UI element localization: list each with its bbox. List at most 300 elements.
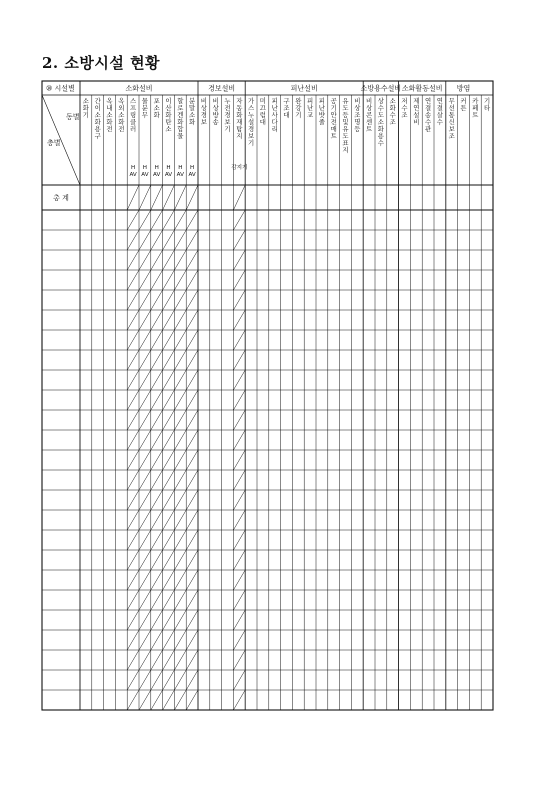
cell-slash [233, 470, 245, 490]
column-header-char: 선 [448, 104, 455, 112]
column-header-char: 화 [377, 125, 384, 133]
column-header-char: 수 [436, 118, 443, 126]
column-header-char: 옥 [106, 97, 113, 105]
column-header-char: 완 [295, 97, 302, 105]
column-header-char: 이 [165, 97, 172, 105]
cell-slash [127, 510, 139, 530]
column-header-char: 분 [141, 104, 148, 112]
cell-slash [139, 630, 151, 650]
column-header-char: 화 [153, 111, 160, 119]
cell-slash [233, 185, 245, 210]
column-header-char: 소 [94, 111, 101, 119]
column-header-char: 결 [425, 104, 432, 112]
cell-slash [127, 570, 139, 590]
group-header-0: 소화설비 [125, 84, 153, 93]
column-header-char: 트 [330, 132, 337, 140]
column-header-char: 상 [354, 104, 361, 112]
column-header-char: 제 [413, 97, 420, 105]
cell-slash [163, 490, 175, 510]
cell-slash [151, 350, 163, 370]
cell-slash [163, 590, 175, 610]
column-header-char: 줄 [318, 118, 325, 126]
cell-slash [127, 330, 139, 350]
cell-slash [174, 490, 186, 510]
cell-slash [163, 690, 175, 710]
cell-slash [127, 650, 139, 670]
cell-slash [174, 670, 186, 690]
column-header-char: 공 [330, 97, 337, 105]
column-header-char: 스 [248, 104, 255, 112]
column-header-char: 탄 [165, 118, 172, 126]
cell-slash [186, 330, 198, 350]
group-header-4: 소화활동설비 [401, 84, 443, 93]
column-header-char: 유 [342, 125, 349, 133]
column-header-char: 지 [236, 132, 243, 140]
cell-slash [163, 310, 175, 330]
column-header-char: 난 [271, 104, 278, 112]
cell-slash [233, 250, 245, 270]
cell-slash [139, 370, 151, 390]
column-header-char: 안 [330, 111, 337, 119]
cell-slash [151, 390, 163, 410]
column-header-char: 대 [283, 111, 290, 119]
cell-slash [174, 290, 186, 310]
cell-slash [233, 610, 245, 630]
page-title: 2. 소방시설 현황 [42, 54, 161, 72]
cell-slash [127, 610, 139, 630]
cell-slash [163, 185, 175, 210]
cell-slash [233, 290, 245, 310]
column-header-char: 분 [189, 97, 196, 105]
column-header-char: 기 [330, 104, 337, 112]
column-header-char: 수 [377, 104, 384, 112]
cell-slash [186, 670, 198, 690]
column-header-char: 상 [377, 97, 384, 105]
column-header-char: 수 [401, 104, 408, 112]
column-header-char: 이 [94, 104, 101, 112]
column-header-char: 동 [236, 104, 243, 112]
cell-slash [163, 270, 175, 290]
cell-slash [139, 290, 151, 310]
cell-slash [163, 510, 175, 530]
cell-slash [151, 590, 163, 610]
cell-slash [127, 410, 139, 430]
cell-slash [163, 330, 175, 350]
column-header-char: 대 [259, 118, 266, 126]
cell-slash [151, 530, 163, 550]
column-header-char: 경 [200, 111, 207, 119]
cell-slash [186, 250, 198, 270]
cell-slash [163, 470, 175, 490]
cell-slash [127, 390, 139, 410]
column-header-char: 무 [448, 97, 455, 105]
corner-row-label: 동별 [66, 113, 80, 121]
cell-slash [127, 290, 139, 310]
cell-slash [151, 310, 163, 330]
column-header-char: 등 [354, 125, 361, 133]
column-header-char: 상 [212, 104, 219, 112]
cell-slash [139, 490, 151, 510]
column-header-char: 상 [366, 104, 373, 112]
group-header-3: 소방용수설비 [360, 84, 402, 93]
column-header-char: 화 [389, 104, 396, 112]
column-header-char: 연 [413, 104, 420, 112]
cell-slash [174, 510, 186, 530]
column-header-char: 외 [118, 104, 125, 112]
column-unit-marker: 감지기 [231, 165, 248, 171]
cell-slash [139, 570, 151, 590]
cell-slash [186, 490, 198, 510]
column-unit-marker: H [142, 165, 148, 171]
cell-slash [233, 630, 245, 650]
cell-slash [186, 350, 198, 370]
cell-slash [233, 270, 245, 290]
cell-slash [151, 270, 163, 290]
column-header-char: 매 [330, 125, 337, 133]
column-header-char: 스 [130, 97, 137, 105]
cell-slash [139, 210, 151, 230]
column-header-char: 보 [248, 132, 255, 140]
cell-slash [163, 550, 175, 570]
column-header-char: 교 [307, 111, 314, 119]
cell-slash [139, 250, 151, 270]
cell-slash [139, 690, 151, 710]
cell-slash [174, 530, 186, 550]
column-header-char: 재 [236, 118, 243, 126]
column-unit-marker: H [178, 165, 183, 171]
cell-slash [127, 530, 139, 550]
column-header-char: 저 [401, 97, 408, 105]
cell-slash [174, 185, 186, 210]
total-row-label: 총 계 [53, 194, 69, 202]
cell-slash [174, 210, 186, 230]
column-header-char: 미 [259, 97, 266, 105]
column-header-char: 소 [377, 118, 384, 126]
column-header-char: 러 [130, 125, 137, 133]
cell-slash [163, 670, 175, 690]
cell-slash [151, 570, 163, 590]
cell-slash [233, 350, 245, 370]
column-header-char: 신 [448, 118, 455, 126]
column-header-char: 기 [82, 111, 89, 119]
column-unit-marker: H [130, 165, 136, 171]
cell-slash [139, 310, 151, 330]
column-header-char: 전 [224, 104, 231, 112]
cell-slash [163, 290, 175, 310]
column-header-char: 소 [118, 111, 125, 119]
cell-slash [151, 370, 163, 390]
column-header-char: 용 [377, 132, 384, 140]
column-header-char: 럼 [259, 111, 266, 119]
cell-slash [186, 590, 198, 610]
cell-slash [163, 350, 175, 370]
cell-slash [163, 230, 175, 250]
group-header-5: 방염 [456, 84, 471, 93]
cell-slash [174, 330, 186, 350]
column-header-char: 경 [248, 125, 255, 133]
cell-slash [163, 570, 175, 590]
cell-slash [233, 330, 245, 350]
column-header-char: 조 [401, 111, 408, 119]
cell-slash [174, 550, 186, 570]
column-header-char: 말 [189, 104, 196, 112]
cell-slash [127, 690, 139, 710]
column-header-char: 겐 [177, 111, 184, 119]
column-header-char: 방 [212, 111, 219, 119]
cell-slash [163, 410, 175, 430]
column-header-char: 강 [295, 104, 302, 112]
column-header-char: 할 [177, 97, 184, 105]
column-header-char: 결 [436, 104, 443, 112]
cell-slash [233, 530, 245, 550]
table-grid [42, 81, 493, 710]
corner-header-label: ⑩ 시설별 [46, 84, 75, 93]
column-header-char: 밧 [318, 111, 325, 119]
cell-slash [186, 630, 198, 650]
cell-slash [233, 390, 245, 410]
cell-slash [127, 590, 139, 610]
cell-slash [139, 590, 151, 610]
column-header-char: 살 [436, 111, 443, 119]
cell-slash [127, 670, 139, 690]
cell-slash [233, 410, 245, 430]
column-header-char: 도 [342, 104, 349, 112]
cell-slash [186, 690, 198, 710]
cell-slash [174, 450, 186, 470]
cell-slash [127, 230, 139, 250]
cell-slash [151, 690, 163, 710]
column-header-char: 용 [94, 125, 101, 133]
column-header-char: 화 [82, 104, 89, 112]
column-header-char: 조 [354, 111, 361, 119]
cell-slash [151, 330, 163, 350]
column-header-char: 무 [141, 111, 148, 119]
column-header-char: 피 [271, 97, 278, 105]
cell-slash [186, 570, 198, 590]
cell-slash [163, 610, 175, 630]
column-header-char: 소 [389, 97, 396, 105]
corner-col-label: 층별 [47, 139, 61, 147]
cell-slash [139, 510, 151, 530]
column-header-char: 소 [153, 104, 160, 112]
cell-slash [163, 210, 175, 230]
cell-slash [151, 210, 163, 230]
column-header-char: 구 [94, 132, 101, 140]
cell-slash [186, 230, 198, 250]
column-header-char: 타 [484, 104, 491, 112]
column-header-char: 자 [236, 97, 243, 105]
cell-slash [174, 370, 186, 390]
column-header-char: 탐 [236, 125, 243, 133]
column-header-char: 사 [271, 111, 278, 119]
cell-slash [233, 450, 245, 470]
column-header-char: 화 [236, 111, 243, 119]
cell-slash [151, 230, 163, 250]
column-header-char: 트 [366, 125, 373, 133]
column-header-char: 내 [106, 104, 113, 112]
column-header-char: 트 [472, 111, 479, 119]
column-header-char: 화 [94, 118, 101, 126]
cell-slash [233, 590, 245, 610]
column-header-char: 물 [141, 97, 148, 105]
column-header-char: 명 [354, 118, 361, 126]
column-unit-marker: AV [176, 172, 184, 178]
cell-slash [127, 310, 139, 330]
cell-slash [233, 210, 245, 230]
cell-slash [233, 370, 245, 390]
cell-slash [163, 630, 175, 650]
cell-slash [174, 250, 186, 270]
cell-slash [139, 550, 151, 570]
cell-slash [163, 530, 175, 550]
cell-slash [151, 650, 163, 670]
cell-slash [151, 670, 163, 690]
column-header-char: 연 [436, 97, 443, 105]
cell-slash [233, 570, 245, 590]
cell-slash [233, 430, 245, 450]
column-header-char: 수 [377, 139, 384, 147]
column-header-char: 끄 [259, 104, 266, 112]
column-header-char: 소 [165, 125, 172, 133]
cell-slash [127, 270, 139, 290]
cell-slash [127, 490, 139, 510]
column-header-char: 조 [389, 118, 396, 126]
column-header-char: 화 [106, 118, 113, 126]
cell-slash [186, 610, 198, 630]
cell-slash [233, 650, 245, 670]
cell-slash [163, 370, 175, 390]
cell-slash [139, 470, 151, 490]
column-unit-marker: AV [141, 172, 149, 178]
cell-slash [186, 450, 198, 470]
column-header-char: 물 [177, 132, 184, 140]
cell-slash [163, 450, 175, 470]
cell-slash [127, 450, 139, 470]
column-header-char: 기 [224, 125, 231, 133]
column-header-char: 화 [189, 118, 196, 126]
cell-slash [186, 510, 198, 530]
column-header-char: 설 [248, 118, 255, 126]
cell-slash [127, 210, 139, 230]
cell-slash [233, 550, 245, 570]
column-header-char: 보 [200, 118, 207, 126]
cell-slash [127, 470, 139, 490]
cell-slash [127, 370, 139, 390]
column-header-char: 구 [283, 97, 290, 105]
column-header-char: 수 [389, 111, 396, 119]
column-header-char: 기 [484, 97, 491, 105]
column-header-char: 전 [118, 125, 125, 133]
table-border [42, 81, 493, 710]
cell-slash [186, 550, 198, 570]
cell-slash [186, 430, 198, 450]
cell-slash [151, 610, 163, 630]
column-header-char: 소 [82, 97, 89, 105]
cell-slash [186, 270, 198, 290]
column-header-char: 비 [354, 97, 361, 105]
column-header-char: 산 [165, 104, 172, 112]
cell-slash [186, 370, 198, 390]
column-header-char: 비 [212, 97, 219, 105]
cell-slash [151, 185, 163, 210]
column-header-char: 클 [130, 118, 137, 126]
column-header-char: 화 [118, 118, 125, 126]
column-header-char: 화 [177, 118, 184, 126]
cell-slash [151, 450, 163, 470]
cell-slash [186, 410, 198, 430]
column-header-char: 소 [106, 111, 113, 119]
cell-slash [174, 650, 186, 670]
cell-slash [186, 530, 198, 550]
column-header-char: 설 [413, 111, 420, 119]
column-header-char: 조 [448, 132, 455, 140]
column-header-char: 등 [342, 111, 349, 119]
column-header-char: 프 [130, 104, 137, 112]
cell-slash [174, 230, 186, 250]
cell-slash [151, 550, 163, 570]
cell-slash [139, 185, 151, 210]
cell-slash [151, 410, 163, 430]
cell-slash [233, 230, 245, 250]
cell-slash [233, 490, 245, 510]
cell-slash [139, 530, 151, 550]
cell-slash [174, 270, 186, 290]
cell-slash [139, 670, 151, 690]
cell-slash [139, 450, 151, 470]
cell-slash [139, 350, 151, 370]
column-header-char: 리 [271, 125, 278, 133]
column-header-char: 송 [425, 111, 432, 119]
column-header-char: 커 [460, 97, 467, 105]
column-header-char: 상 [200, 104, 207, 112]
cell-slash [174, 350, 186, 370]
cell-slash [127, 550, 139, 570]
cell-slash [233, 310, 245, 330]
cell-slash [186, 650, 198, 670]
column-header-char: 비 [413, 118, 420, 126]
cell-slash [174, 430, 186, 450]
cell-slash [163, 430, 175, 450]
column-header-char: 링 [130, 111, 137, 119]
column-header-char: 센 [366, 118, 373, 126]
cell-slash [163, 250, 175, 270]
column-unit-marker: H [154, 165, 159, 171]
cell-slash [174, 570, 186, 590]
column-header-char: 유 [342, 97, 349, 105]
column-header-char: 비 [200, 97, 207, 105]
column-header-char: 통 [448, 111, 455, 119]
column-header-char: 피 [307, 97, 314, 105]
cell-slash [151, 250, 163, 270]
column-unit-marker: H [166, 165, 171, 171]
column-header-char: 송 [212, 118, 219, 126]
cell-slash [163, 390, 175, 410]
column-header-char: 난 [307, 104, 314, 112]
cell-slash [139, 430, 151, 450]
column-unit-marker: AV [153, 172, 161, 178]
cell-slash [174, 310, 186, 330]
column-header-char: 피 [318, 97, 325, 105]
cell-slash [174, 610, 186, 630]
cell-slash [139, 270, 151, 290]
column-header-char: 가 [248, 97, 255, 105]
cell-slash [139, 390, 151, 410]
column-header-char: 경 [224, 111, 231, 119]
column-header-char: 누 [248, 111, 255, 119]
column-header-char: 옥 [118, 97, 125, 105]
cell-slash [139, 330, 151, 350]
cell-slash [186, 390, 198, 410]
